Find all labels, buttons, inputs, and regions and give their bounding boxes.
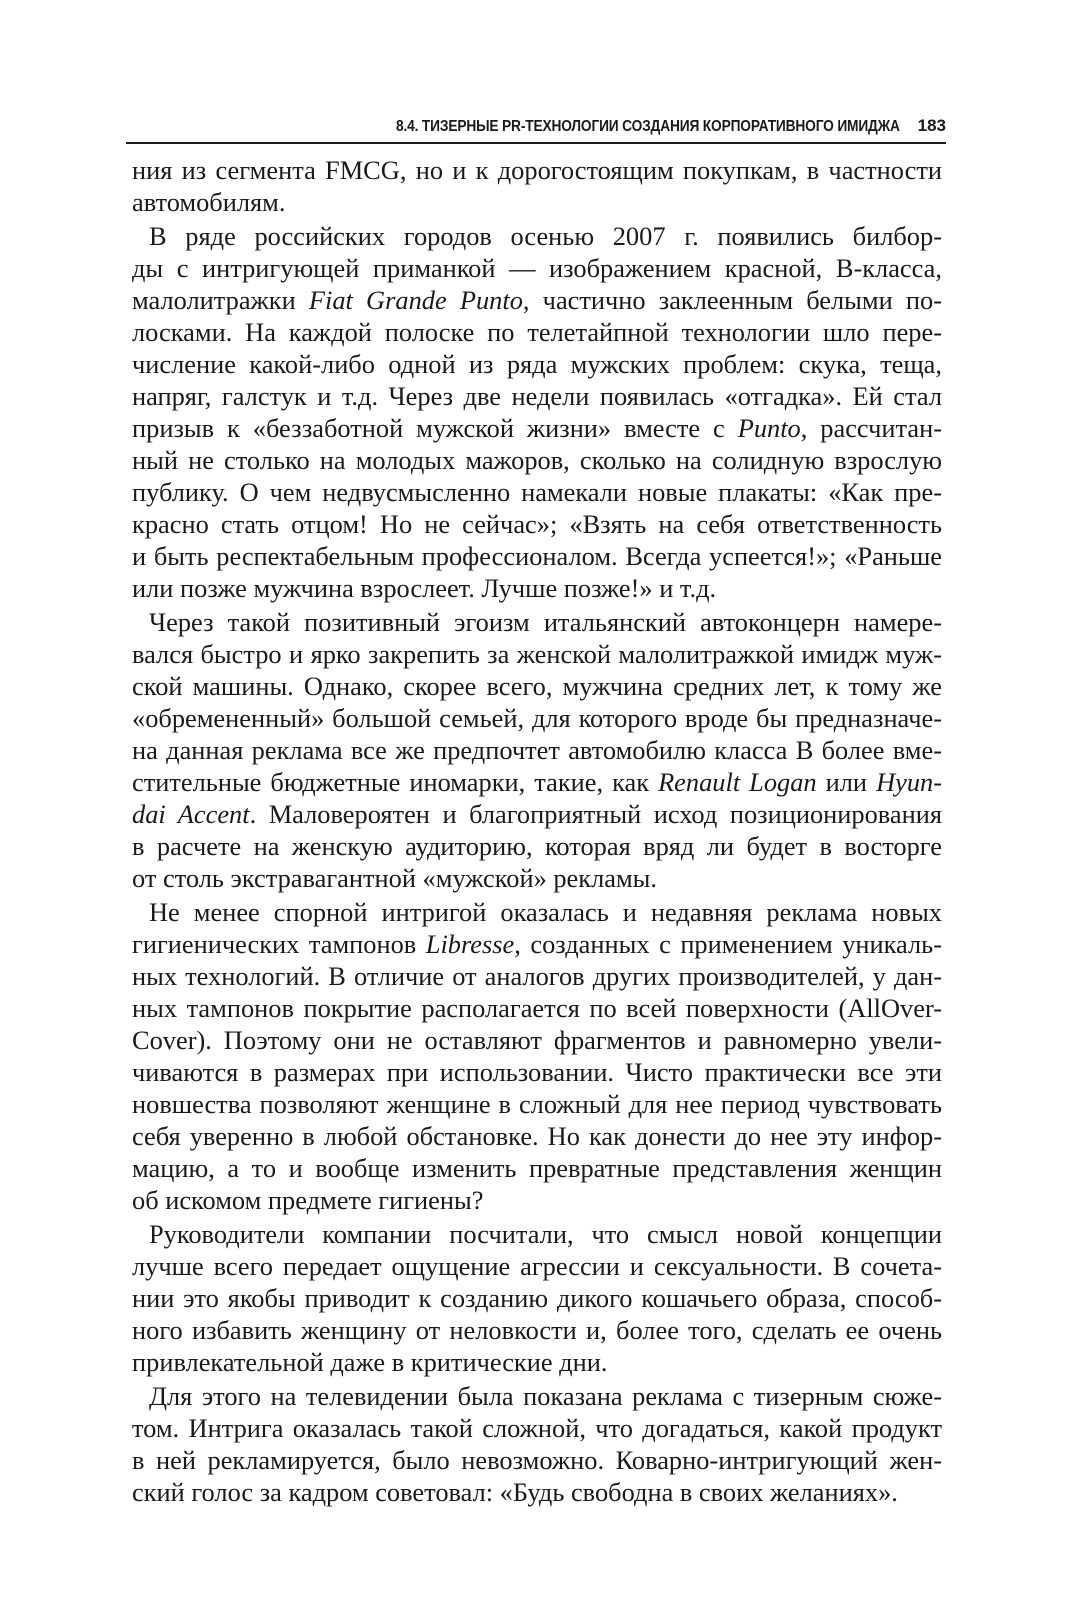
text-run: , частично заклеенным белыми по-: [522, 285, 943, 315]
running-head: [126, 106, 946, 144]
text-run: ды с интригующей приманкой — изображением красной, В-класса,: [132, 253, 942, 283]
text-run: публику. О чем недвусмысленно намекали новые плакаты: «Как пре-: [132, 477, 942, 507]
text-line: [132, 1282, 942, 1314]
text-line: [132, 1380, 942, 1412]
text-run: ния из сегмента FMCG, но и к дорогостоящим покупкам, в частности: [132, 155, 942, 185]
text-run: ных технологий. В отличие от аналогов других производителей, у дан-: [132, 961, 942, 991]
text-line: [132, 1476, 942, 1508]
text-run: лосками. На каждой полоске по телетайпной технологии шло пере-: [132, 317, 942, 347]
text-line: [132, 766, 942, 798]
text-line: [132, 830, 942, 862]
text-line: [132, 1218, 942, 1250]
text-run: себя уверенно в любой обстановке. Но как донести до нее эту инфор-: [132, 1121, 942, 1151]
text-line: [132, 896, 942, 928]
text-run: и быть респектабельным профессионалом. Всегда успеется!»; «Раньше: [132, 541, 942, 571]
running-head-title: 8.4. ТИЗЕРНЫЕ PR-ТЕХНОЛОГИИ СОЗДАНИЯ КОРПОРАТИВНОГО ИМИДЖА: [396, 118, 900, 135]
text-line: [132, 702, 942, 734]
text-line: [132, 1314, 942, 1346]
text-line: [132, 1024, 942, 1056]
paragraph: [132, 154, 942, 218]
text-line: [132, 638, 942, 670]
text-line: [132, 508, 942, 540]
paragraph: [132, 1218, 942, 1378]
italic-text: Libresse: [425, 929, 515, 959]
text-run: или позже мужчина взрослеет. Лучше позже!» и т.д.: [132, 573, 717, 603]
text-run: автомобилям.: [132, 187, 286, 217]
italic-text: Renault Logan: [658, 767, 817, 797]
text-run: новшества позволяют женщине в сложный для нее период чувствовать: [132, 1089, 942, 1119]
text-line: [132, 476, 942, 508]
text-line: [132, 1184, 942, 1216]
text-run: Руководители компании посчитали, что смысл новой концепции: [149, 1219, 942, 1249]
text-line: [132, 572, 942, 604]
text-run: числение какой-либо одной из ряда мужских проблем: скука, теща,: [132, 349, 942, 379]
text-line: [132, 220, 942, 252]
text-line: [132, 1444, 942, 1476]
page-number: 183: [917, 116, 946, 135]
text-line: [132, 316, 942, 348]
text-run: красно стать отцом! Но не сейчас»; «Взять на себя ответственность: [132, 509, 942, 539]
text-run: ский голос за кадром советовал: «Будь свободна в своих желаниях».: [132, 1477, 898, 1507]
text-line: [132, 380, 942, 412]
paragraph: [132, 606, 942, 894]
text-run: призыв к «беззаботной мужской жизни» вместе с: [132, 413, 738, 443]
text-line: [132, 540, 942, 572]
text-run: Cover). Поэтому они не оставляют фрагментов и равномерно увели-: [132, 1025, 942, 1055]
text-run: том. Интрига оказалась такой сложной, что догадаться, какой продукт: [132, 1413, 942, 1443]
italic-text: Hyun-: [876, 767, 943, 797]
text-run: от столь экстравагантной «мужской» рекламы.: [132, 863, 658, 893]
text-run: мацию, а то и вообще изменить превратные представления женщин: [132, 1153, 942, 1183]
italic-text: dai Accent: [132, 799, 250, 829]
body-text: [132, 154, 942, 1508]
text-run: . Маловероятен и благоприятный исход позиционирования: [249, 799, 942, 829]
text-line: [132, 412, 942, 444]
text-line: [132, 444, 942, 476]
text-line: [132, 1120, 942, 1152]
text-line: [132, 734, 942, 766]
text-run: лучше всего передает ощущение агрессии и сексуальности. В сочета-: [132, 1251, 942, 1281]
text-run: Для этого на телевидении была показана реклама с тизерным сюже-: [149, 1381, 942, 1411]
text-run: в ней рекламируется, было невозможно. Коварно-интригующий жен-: [132, 1445, 942, 1475]
text-line: [132, 1346, 942, 1378]
text-run: вался быстро и ярко закрепить за женской малолитражкой имидж муж-: [132, 639, 942, 669]
text-run: малолитражки: [132, 285, 309, 315]
text-run: ного избавить женщину от неловкости и, более того, сделать ее очень: [132, 1315, 942, 1345]
text-line: [132, 1152, 942, 1184]
text-line: [132, 862, 942, 894]
text-run: стительные бюджетные иномарки, такие, как: [132, 767, 659, 797]
text-run: привлекательной даже в критические дни.: [132, 1347, 608, 1377]
text-run: в расчете на женскую аудиторию, которая вряд ли будет в восторге: [132, 831, 942, 861]
text-run: Через такой позитивный эгоизм итальянский автоконцерн намере-: [149, 607, 942, 637]
text-run: Не менее спорной интригой оказалась и недавняя реклама новых: [149, 897, 942, 927]
text-run: , рассчитан-: [800, 413, 942, 443]
text-run: В ряде российских городов осенью 2007 г. появились билбор-: [149, 221, 942, 251]
text-run: или: [816, 767, 877, 797]
text-line: [132, 606, 942, 638]
text-run: на данная реклама все же предпочтет автомобилю класса В более вме-: [132, 735, 942, 765]
text-line: [132, 1088, 942, 1120]
text-line: [132, 1412, 942, 1444]
text-run: напряг, галстук и т.д. Через две недели появилась «отгадка». Ей стал: [132, 381, 942, 411]
paragraph: [132, 220, 942, 604]
text-run: нии это якобы приводит к созданию дикого кошачьего образа, способ-: [132, 1283, 942, 1313]
text-line: [132, 284, 942, 316]
paragraph: [132, 896, 942, 1216]
paragraph: [132, 1380, 942, 1508]
text-line: [132, 928, 942, 960]
text-line: [132, 670, 942, 702]
text-line: [132, 154, 942, 186]
text-line: [132, 798, 942, 830]
text-line: [132, 252, 942, 284]
text-run: ных тампонов покрытие располагается по всей поверхности (AllOver-: [132, 993, 942, 1023]
italic-text: Punto: [737, 413, 801, 443]
text-run: ный не столько на молодых мажоров, сколько на солидную взрослую: [132, 445, 942, 475]
text-run: «обремененный» большой семьей, для которого вроде бы предназначе-: [132, 703, 942, 733]
italic-text: Fiat Grande Punto: [308, 285, 523, 315]
text-line: [132, 1056, 942, 1088]
text-run: чиваются в размерах при использовании. Чисто практически все эти: [132, 1057, 942, 1087]
text-line: [132, 992, 942, 1024]
text-line: [132, 960, 942, 992]
text-line: [132, 186, 942, 218]
text-run: , созданных с применением уникаль-: [514, 929, 942, 959]
text-line: [132, 348, 942, 380]
text-run: гигиенических тампонов: [132, 929, 426, 959]
text-run: ской машины. Однако, скорее всего, мужчина средних лет, к тому же: [132, 671, 942, 701]
text-line: [132, 1250, 942, 1282]
text-run: об искомом предмете гигиены?: [132, 1185, 484, 1215]
